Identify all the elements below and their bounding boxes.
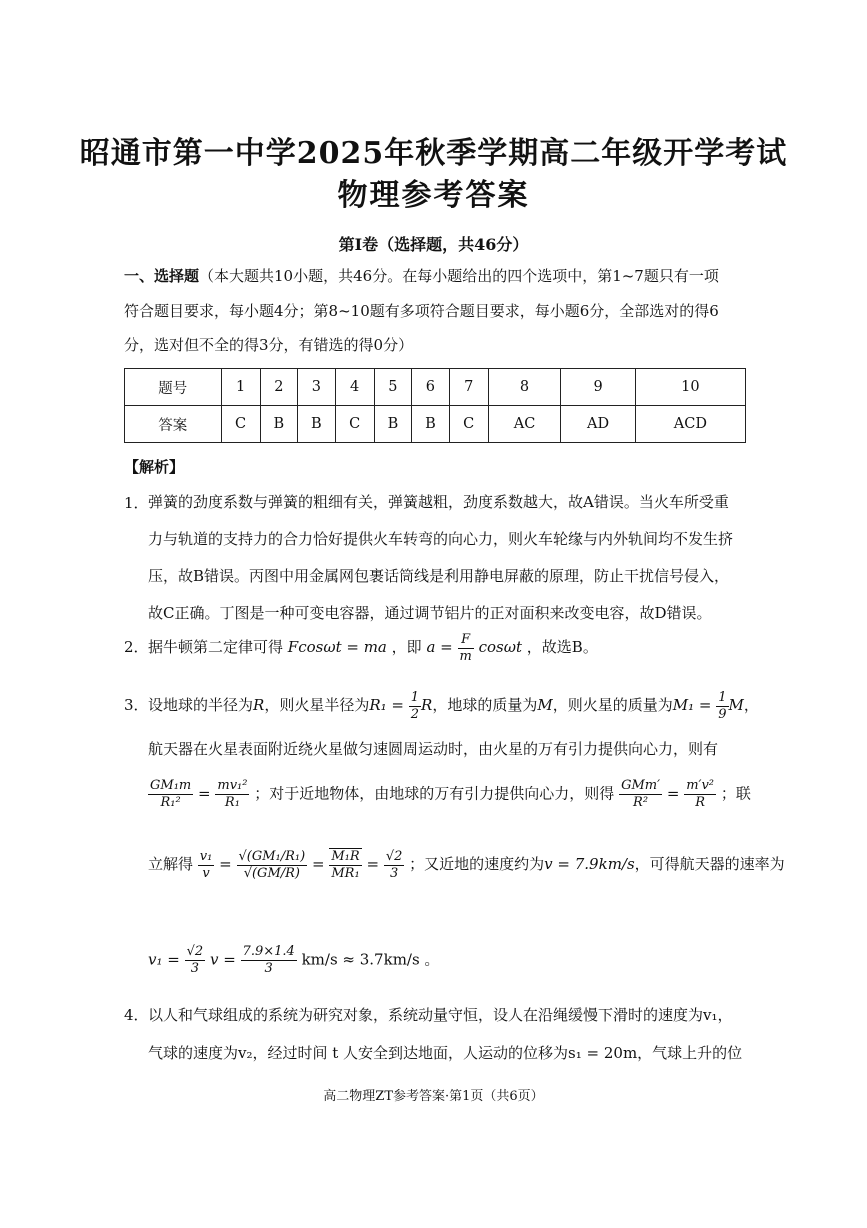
table-cell: B [374,406,412,443]
table-cell: 7 [449,369,488,406]
table-cell: 题号 [125,369,222,406]
table-cell: ACD [635,406,745,443]
table-cell: 3 [298,369,336,406]
table-cell: AC [488,406,561,443]
table-cell: B [412,406,450,443]
fraction: $\frac{F}{m}$ [459,631,472,664]
answer-table [124,368,746,443]
answer-title: 物理参考答案 [337,178,530,213]
table-cell: B [260,406,298,443]
table-cell: 5 [374,369,412,406]
table-row-numbers [125,369,746,406]
item-number: 4． [124,1006,149,1024]
item-number: 1． [124,494,149,512]
fraction: $\frac{\text{v₁}}{v}$ [199,848,213,881]
q3-line3: $\frac{\text{GM₁m}}{\text{R₁²}}$ = $\frac{\text{mv₁²}}{\text{R₁}}$ ；对于近地物体，由地球的万有引力提供向心力，则得 $\frac{\text{GMm′}}{\text{R²}}$ = $\frac{\text{m′v²}}{R}$ ；联 [150,778,751,810]
fraction: $\frac{\text{M₁R}}{\text{MR₁}}$ [331,849,360,881]
fraction: $\frac{1}{2}$ [410,689,420,722]
analysis-item-2: 2． 据牛顿第二定律可得 Fcosωt = ma ，即 a = $\frac{F}{m}$ cosωt ，故选B。 [124,631,598,664]
fraction: $\frac{√2}{3}$ [385,848,403,881]
q3-line4: 立解得 $\frac{\text{v₁}}{v}$ = $\frac{\text{√(GM₁/R₁)}}{√(GM/R)}$ = $\frac{\text{M₁R}}{\text{MR₁}}$ = $\frac{√2}{3}$ ；又近地的速度约为v = 7.9km/s，可得航天器的速率为 [148,848,785,881]
table-cell: C [449,406,488,443]
analysis-item-1: 1． 弹簧的劲度系数与弹簧的粗细有关，弹簧越粗，劲度系数越大，故A错误。当火车所受重 力与轨道的支持力的合力恰好提供火车转弯的向心力，则火车轮缘与内外轨间均不发生挤 压，故B错误。丙图中用金属网包裹话筒线是利用静电屏蔽的原理，防止干扰信号侵入， 故C正确。丁图是一种可变电容器，通过调节铝片的正对面积来改变电容，故D错误。 [124,493,734,622]
q3-line2: 航天器在火星表面附近绕火星做匀速圆周运动时，由火星的万有引力提供向心力，则有 [148,740,719,758]
table-cell: 8 [488,369,561,406]
fraction: $\frac{7.9\times 1.4}{3}$ [242,944,295,976]
fraction: $\frac{\text{√(GM₁/R₁)}}{√(GM/R)}$ [238,848,306,881]
section-heading: 一、选择题 [124,267,200,285]
analysis-heading: 【解析】 [124,458,185,476]
table-cell: C [221,406,260,443]
fraction: $\frac{\text{GM₁m}}{\text{R₁²}}$ [150,778,192,810]
fraction: $\frac{√2}{3}$ [186,944,204,976]
section-intro: 一、选择题（本大题共10小题，共46分。在每小题给出的四个选项中，第1~7题只有一项 符合题目要求，每小题4分；第8~10题有多项符合题目要求，每小题6分，全部选对的得6 分，选对但不全的得3分，有错选的得0分） [124,267,719,354]
table-cell: 答案 [125,406,222,443]
fraction: $\frac{\text{m′v²}}{R}$ [686,778,715,810]
fraction: $\frac{1}{9}$ [718,689,727,722]
fraction: $\frac{\text{mv₁²}}{\text{R₁}}$ [217,778,248,810]
table-cell: 1 [221,369,260,406]
table-cell: AD [561,406,635,443]
table-cell: 6 [412,369,450,406]
table-cell: C [335,406,374,443]
analysis-item-4: 4． 以人和气球组成的系统为研究对象，系统动量守恒，设人在沿绳缓慢下滑时的速度为v₁， 气球的速度为v₂，经过时间 t 人安全到达地面，人运动的位移为s₁ = 20m，气球上升的位 [124,1006,743,1062]
page-footer: 高二物理ZT参考答案·第1页（共6页） [323,1089,544,1104]
item-number: 3． [124,696,149,714]
q3-line5: v₁ = $\frac{√2}{3}$ v = $\frac{7.9\times 1.4}{3}$ km/s ≈ 3.7km/s 。 [148,944,440,976]
table-cell: 10 [635,369,745,406]
exam-title: 昭通市第一中学2025年秋季学期高二年级开学考试 [79,136,788,171]
item-number: 2． [124,638,149,656]
fraction: $\frac{\text{GMm′}}{\text{R²}}$ [621,778,661,810]
equation: Fcosωt = ma [287,638,387,656]
table-cell: 9 [561,369,635,406]
table-cell: 2 [260,369,298,406]
analysis-item-3: 3． 设地球的半径为R，则火星半径为R₁ = $\frac{1}{2}$ R，地球的质量为M，则火星的质量为M₁ = $\frac{1}{9}$ M， [124,689,759,722]
table-row-answers [125,406,746,443]
volume-heading: 第Ⅰ卷（选择题，共46分） [338,235,529,254]
table-cell: 4 [335,369,374,406]
table-cell: B [298,406,336,443]
